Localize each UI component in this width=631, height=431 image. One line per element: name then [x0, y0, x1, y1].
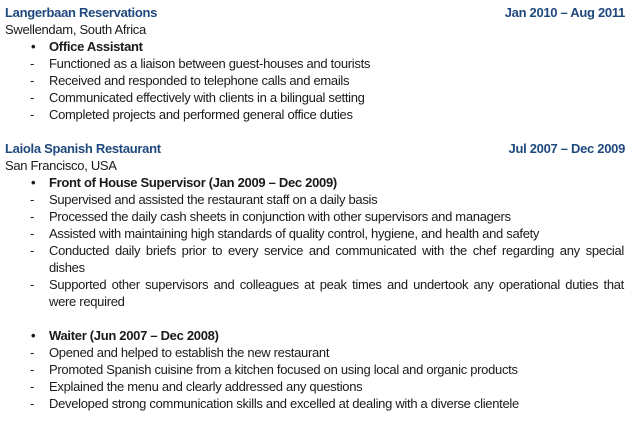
duty-item	[5, 55, 625, 72]
role-waiter	[5, 327, 625, 412]
dash-icon: -	[30, 226, 35, 241]
duty-item	[5, 72, 625, 89]
date-range: Jul 2007 – Dec 2009	[508, 141, 625, 156]
dash-icon: -	[30, 56, 35, 71]
dash-icon: -	[30, 73, 35, 88]
dash-icon: -	[30, 277, 35, 292]
dash-icon: -	[30, 345, 35, 360]
bullet-icon: •	[31, 39, 36, 54]
duty-item	[5, 89, 625, 106]
company-name: Langerbaan Reservations	[5, 5, 158, 20]
job-header	[5, 4, 625, 21]
duty-text: Supervised and assisted the restaurant staff on a daily basis	[49, 192, 378, 207]
duty-text: Promoted Spanish cuisine from a kitchen focused on using local and organic products	[49, 362, 518, 377]
duty-text: Processed the daily cash sheets in conjunction with other supervisors and managers	[49, 209, 511, 224]
role-title-line	[5, 174, 625, 191]
duty-text: Assisted with maintaining high standards of quality control, hygiene, and health and safety	[49, 226, 540, 241]
bullet-icon: •	[31, 175, 36, 190]
job-entry-laiola	[5, 140, 625, 412]
job-entry-langerbaan	[5, 4, 625, 123]
date-range: Jan 2010 – Aug 2011	[504, 5, 625, 20]
duty-text: Explained the menu and clearly addressed any questions	[49, 379, 363, 394]
role-title: Office Assistant	[49, 39, 143, 54]
role-title-line	[5, 38, 625, 55]
duty-text: Functioned as a liaison between guest-houses and tourists	[49, 56, 371, 71]
role-title: Waiter (Jun 2007 – Dec 2008)	[49, 328, 219, 343]
duty-item	[5, 395, 625, 412]
job-location: Swellendam, South Africa	[5, 22, 146, 37]
role-title: Front of House Supervisor (Jan 2009 – Dec 2009)	[49, 175, 337, 190]
dash-icon: -	[30, 396, 35, 411]
dash-icon: -	[30, 192, 35, 207]
duty-item	[5, 344, 625, 361]
job-location: San Francisco, USA	[5, 158, 117, 173]
role-front-of-house-supervisor	[5, 174, 625, 310]
duty-text: Conducted daily briefs prior to every service and communicated with the chef regarding any special dishes	[49, 243, 624, 275]
duty-text: Supported other supervisors and colleagues at peak times and undertook any operational duties that were required	[49, 277, 624, 309]
dash-icon: -	[30, 90, 35, 105]
duty-text: Opened and helped to establish the new restaurant	[49, 345, 330, 360]
duty-text: Developed strong communication skills and excelled at dealing with a diverse clientele	[49, 396, 519, 411]
duty-item	[5, 378, 625, 395]
job-header	[5, 140, 625, 157]
company-name: Laiola Spanish Restaurant	[5, 141, 161, 156]
duty-text: Completed projects and performed general office duties	[49, 107, 353, 122]
duty-item	[5, 276, 625, 310]
duty-text: Received and responded to telephone calls and emails	[49, 73, 350, 88]
duty-text: Communicated effectively with clients in a bilingual setting	[49, 90, 365, 105]
dash-icon: -	[30, 107, 35, 122]
dash-icon: -	[30, 243, 35, 258]
dash-icon: -	[30, 362, 35, 377]
duty-item	[5, 242, 625, 276]
dash-icon: -	[30, 379, 35, 394]
duty-item	[5, 191, 625, 208]
duty-item	[5, 106, 625, 123]
bullet-icon: •	[31, 328, 36, 343]
duty-item	[5, 208, 625, 225]
role-title-line	[5, 327, 625, 344]
role-office-assistant	[5, 38, 625, 123]
duty-item	[5, 361, 625, 378]
dash-icon: -	[30, 209, 35, 224]
duty-item	[5, 225, 625, 242]
